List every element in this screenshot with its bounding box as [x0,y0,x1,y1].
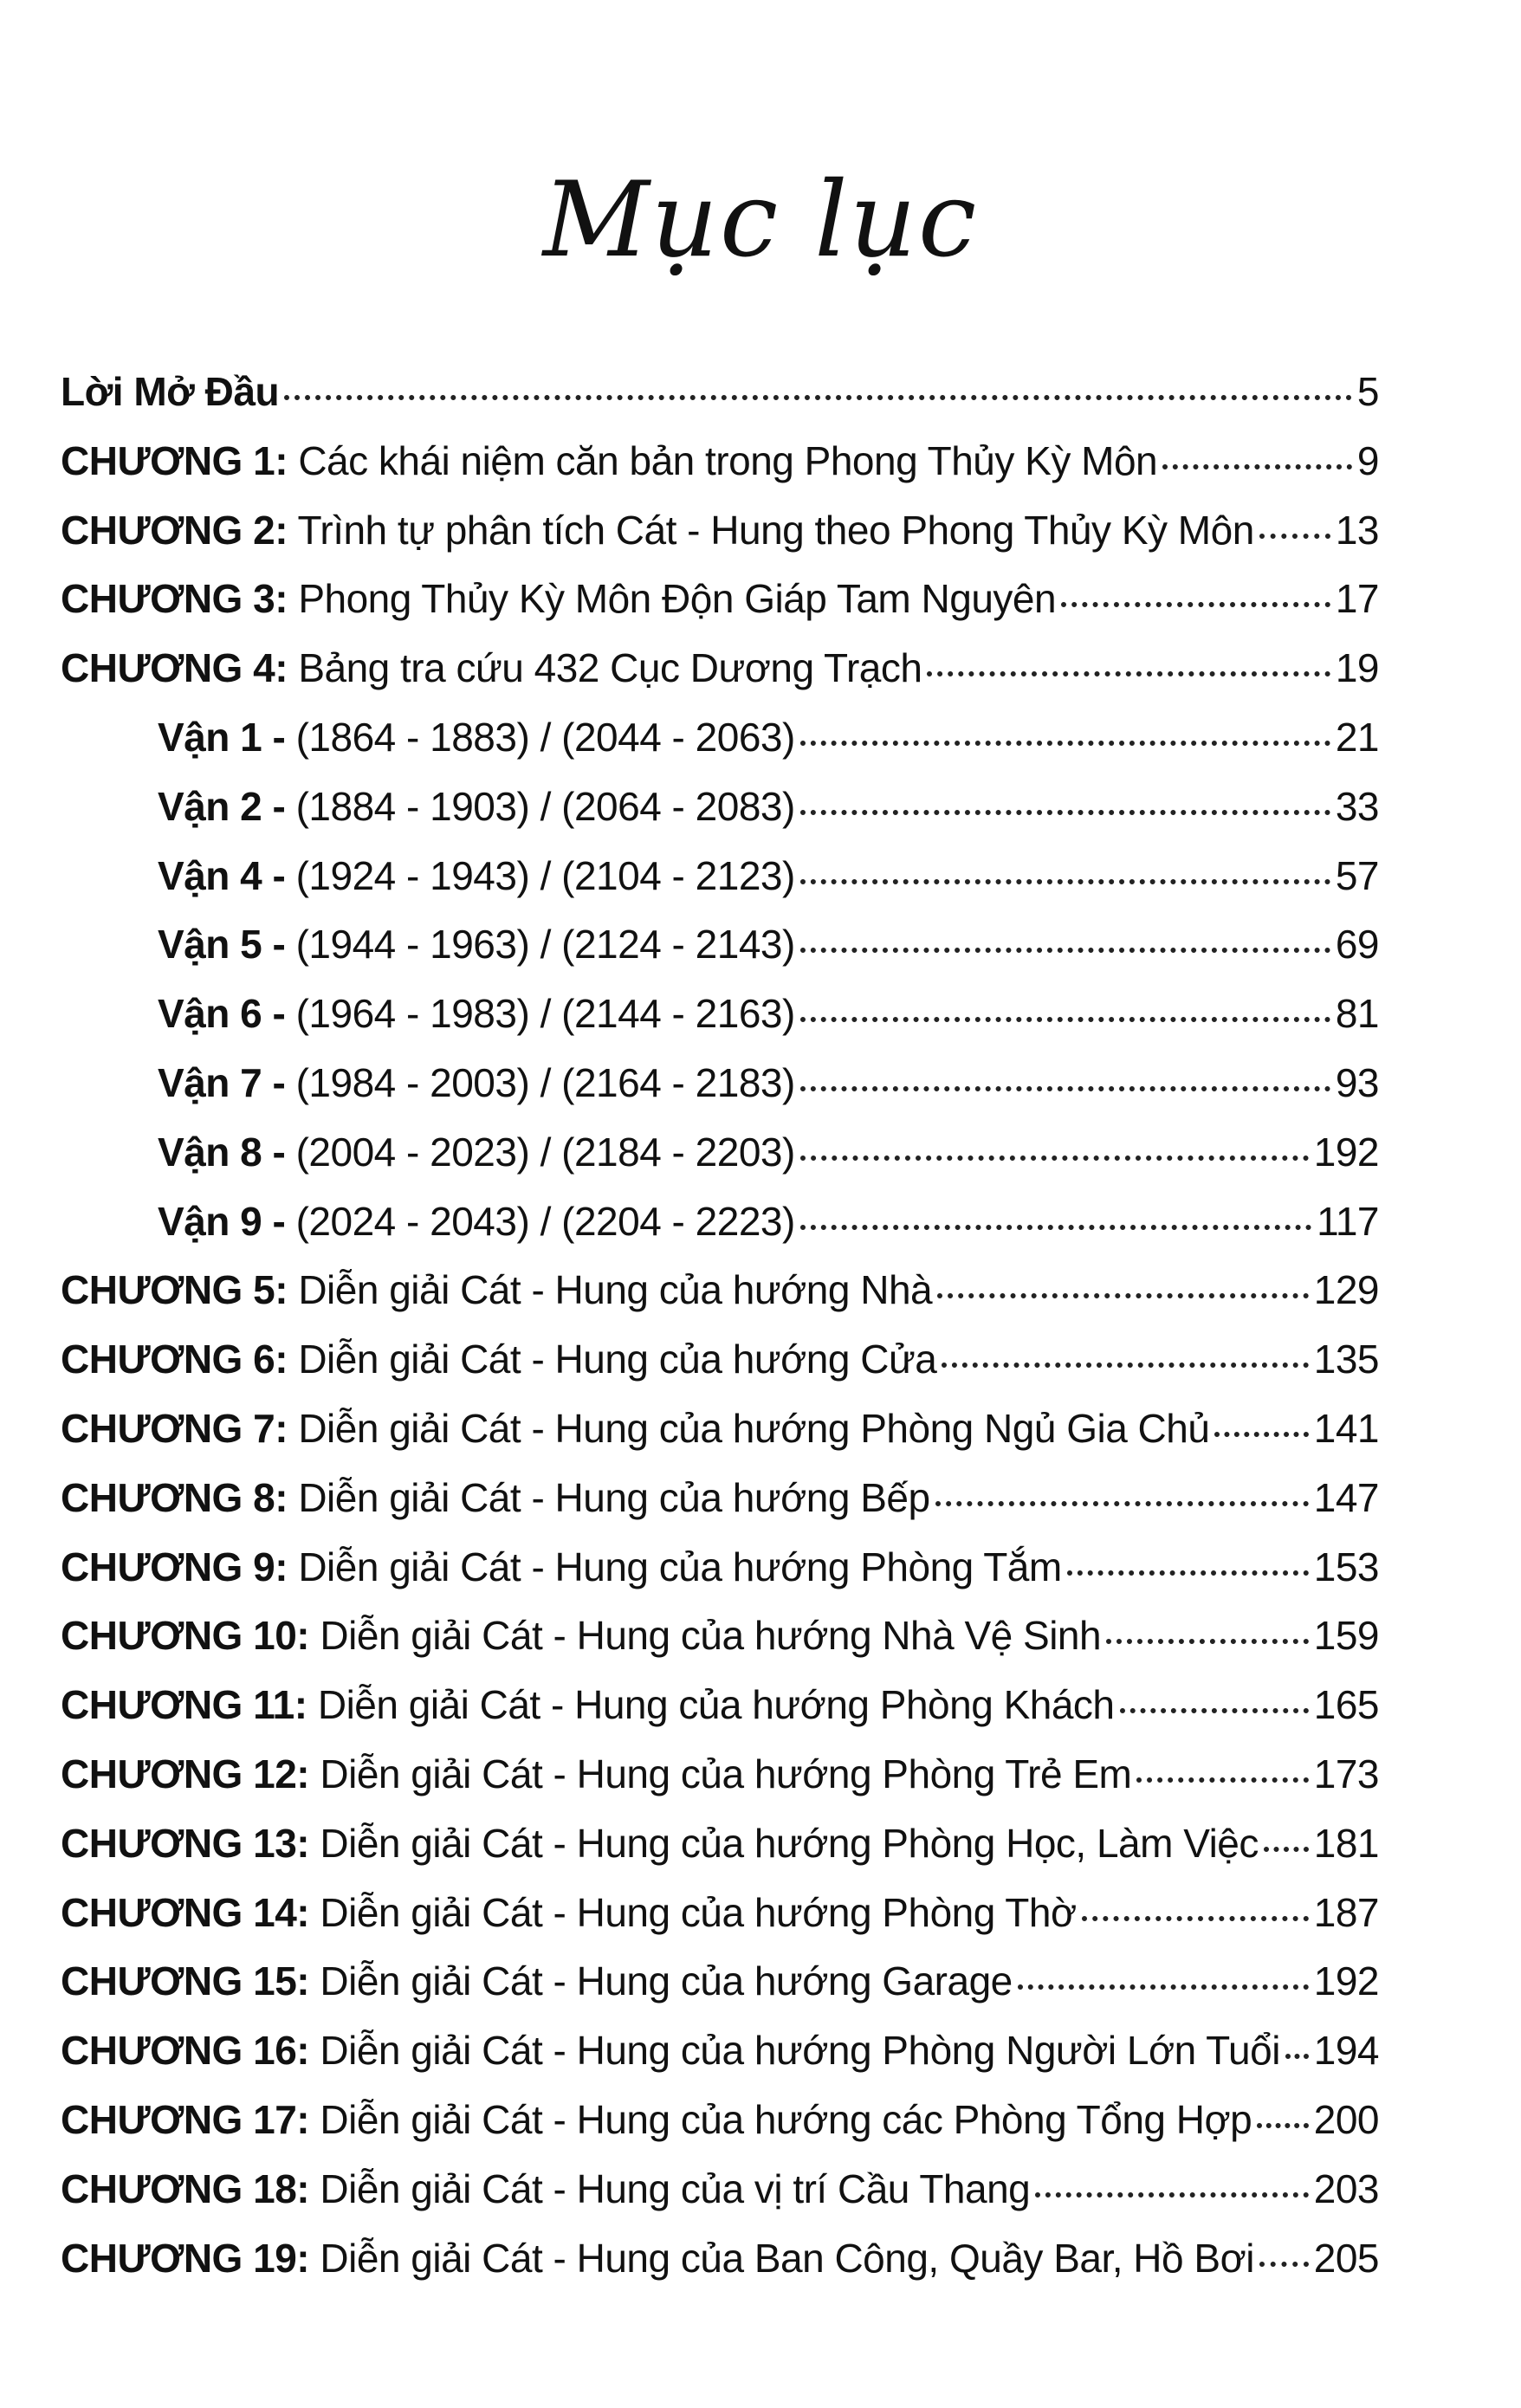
toc-entry[interactable] [61,2027,1379,2096]
dot-leader [1285,2054,1309,2059]
entry-text: Diễn giải Cát - Hung của hướng Nhà [298,1267,933,1313]
toc-entry[interactable] [61,1820,1379,1889]
toc-subentry[interactable] [61,1198,1379,1267]
toc-entry[interactable] [61,368,1379,437]
entry-prefix: Vận 8 - [158,1129,286,1175]
page-number: 117 [1317,1198,1379,1244]
toc-entry[interactable] [61,1751,1379,1820]
dot-leader [1035,2192,1309,2198]
page-number: 13 [1335,507,1379,553]
entry-label [61,1405,1209,1452]
entry-prefix: Vận 9 - [158,1198,286,1244]
entry-text: Diễn giải Cát - Hung của hướng Bếp [298,1474,930,1520]
page-number: 135 [1313,1337,1379,1382]
entry-label [158,1198,795,1245]
page-number: 192 [1313,1129,1379,1175]
dot-leader [800,1017,1330,1022]
page-number: 129 [1313,1267,1379,1313]
entry-text: Diễn giải Cát - Hung của hướng Phòng Tắm [298,1544,1062,1589]
toc-entry[interactable] [61,1405,1379,1474]
entry-label [61,1612,1101,1659]
entry-prefix: CHƯƠNG 10: [61,1613,310,1659]
dot-leader [942,1363,1308,1368]
table-of-contents [61,368,1379,2303]
toc-subentry[interactable] [61,783,1379,852]
entry-prefix: CHƯƠNG 12: [61,1751,310,1796]
entry-label [158,852,795,899]
page-number: 141 [1313,1405,1379,1451]
page-number: 81 [1335,991,1379,1037]
entry-text: Bảng tra cứu 432 Cục Dương Trạch [298,645,922,691]
toc-entry[interactable] [61,2165,1379,2235]
toc-subentry[interactable] [61,921,1379,990]
dot-leader [1018,1984,1309,1990]
dot-leader [800,948,1330,953]
entry-label [158,1059,795,1106]
page-number: 93 [1335,1059,1379,1105]
entry-label [61,507,1254,553]
entry-prefix: CHƯƠNG 11: [61,1682,307,1728]
page-number: 57 [1335,852,1379,898]
entry-prefix: CHƯƠNG 6: [61,1337,288,1382]
entry-prefix: CHƯƠNG 4: [61,645,288,691]
entry-text: Diễn giải Cát - Hung của hướng Phòng Học, Làm Việc [320,1820,1259,1866]
entry-label [61,644,922,691]
entry-label [61,1681,1115,1728]
entry-text: Diễn giải Cát - Hung của hướng Nhà Vệ Sinh [320,1613,1102,1659]
page-number: 19 [1335,645,1379,691]
toc-entry[interactable] [61,507,1379,576]
entry-text: Diễn giải Cát - Hung của hướng Phòng Người Lớn Tuổi [320,2028,1280,2074]
page-number: 5 [1356,369,1379,414]
entry-label [61,2096,1252,2143]
page-number: 17 [1335,576,1379,622]
entry-prefix: CHƯƠNG 7: [61,1405,288,1451]
dot-leader [1082,1916,1309,1921]
entry-text: Phong Thủy Kỳ Môn Độn Giáp Tam Nguyên [298,576,1057,622]
dot-leader [1106,1639,1309,1644]
toc-subentry[interactable] [61,714,1379,783]
toc-entry[interactable] [61,575,1379,644]
entry-prefix: CHƯƠNG 13: [61,1820,310,1866]
entry-prefix: Vận 6 - [158,991,286,1037]
entry-prefix: Vận 1 - [158,714,286,760]
entry-prefix: Vận 2 - [158,783,286,829]
entry-prefix: CHƯƠNG 5: [61,1267,288,1313]
dot-leader [800,810,1330,815]
page-number: 147 [1313,1474,1379,1520]
entry-label [61,575,1056,622]
dot-leader [800,879,1330,884]
toc-entry[interactable] [61,2096,1379,2165]
entry-label [61,1544,1062,1590]
entry-text: (1884 - 1903) / (2064 - 2083) [295,783,795,829]
entry-prefix: CHƯƠNG 2: [61,507,288,553]
page-number: 159 [1313,1613,1379,1659]
page-number: 21 [1335,714,1379,760]
dot-leader [1264,1847,1309,1852]
entry-prefix: CHƯƠNG 9: [61,1544,288,1589]
entry-label [61,2027,1280,2074]
page-number: 69 [1335,922,1379,968]
entry-label [61,2165,1030,2212]
entry-prefix: Lời Mở Đầu [61,369,280,414]
dot-leader [284,395,1352,400]
entry-prefix: CHƯƠNG 1: [61,437,288,483]
entry-text: (2004 - 2023) / (2184 - 2203) [295,1129,795,1175]
entry-prefix: Vận 7 - [158,1059,286,1105]
toc-subentry[interactable] [61,990,1379,1059]
entry-prefix: CHƯƠNG 3: [61,576,288,622]
entry-label [61,437,1157,484]
toc-subentry[interactable] [61,1129,1379,1198]
entry-prefix: CHƯƠNG 16: [61,2028,310,2074]
toc-entry[interactable] [61,1474,1379,1544]
toc-entry[interactable] [61,1681,1379,1751]
entry-prefix: CHƯƠNG 18: [61,2165,310,2211]
entry-prefix: Vận 5 - [158,922,286,968]
dot-leader [1257,2123,1309,2128]
toc-entry[interactable] [61,644,1379,714]
toc-entry[interactable] [61,1612,1379,1681]
dot-leader [800,741,1330,746]
page-title: Mục lục [542,160,979,281]
toc-subentry[interactable] [61,1059,1379,1129]
dot-leader [800,1225,1311,1230]
entry-prefix: CHƯƠNG 8: [61,1474,288,1520]
dot-leader [1067,1570,1309,1576]
entry-label [61,1336,936,1382]
entry-text: Diễn giải Cát - Hung của hướng Phòng Trẻ Em [320,1751,1132,1796]
entry-text: (1984 - 2003) / (2164 - 2183) [295,1059,795,1105]
toc-entry[interactable] [61,1266,1379,1336]
toc-entry[interactable] [61,1544,1379,1613]
entry-text: Diễn giải Cát - Hung của hướng các Phòng Tổng Hợp [320,2096,1252,2142]
entry-text: (2024 - 2043) / (2204 - 2223) [295,1198,795,1244]
entry-text: (1964 - 1983) / (2144 - 2163) [295,991,795,1037]
entry-label [158,714,795,761]
dot-leader [927,671,1330,676]
page-number: 173 [1313,1751,1379,1796]
dot-leader [935,1501,1309,1506]
dot-leader [1120,1708,1309,1713]
page-number: 187 [1313,1889,1379,1935]
entry-label [158,990,795,1037]
entry-label [61,2235,1254,2282]
page-number: 200 [1313,2096,1379,2142]
toc-entry[interactable] [61,2235,1379,2304]
dot-leader [1214,1432,1308,1437]
dot-leader [800,1086,1330,1091]
dot-leader [1162,464,1352,469]
page-number: 33 [1335,783,1379,829]
page-number: 194 [1313,2028,1379,2074]
entry-prefix: Vận 4 - [158,852,286,898]
entry-label [158,1129,795,1175]
entry-text: Diễn giải Cát - Hung của hướng Cửa [298,1337,937,1382]
entry-label [158,921,795,968]
dot-leader [1136,1777,1308,1783]
entry-label [61,1889,1077,1936]
dot-leader [1259,534,1330,539]
page-number: 9 [1356,437,1379,483]
entry-prefix: CHƯƠNG 19: [61,2235,310,2281]
entry-label [61,1474,930,1521]
page-number: 192 [1313,1958,1379,2004]
toc-entry[interactable] [61,437,1379,507]
dot-leader [800,1155,1309,1161]
page-number: 205 [1313,2235,1379,2281]
entry-label [61,1820,1259,1867]
entry-text: Diễn giải Cát - Hung của hướng Phòng Thờ [320,1889,1077,1935]
dot-leader [1061,602,1330,607]
entry-text: Diễn giải Cát - Hung của vị trí Cầu Thang [320,2165,1031,2211]
entry-prefix: CHƯƠNG 15: [61,1958,310,2004]
page-number: 153 [1313,1544,1379,1589]
page-number: 165 [1313,1682,1379,1728]
entry-label [61,1958,1013,2004]
page-number: 203 [1313,2165,1379,2211]
entry-text: Diễn giải Cát - Hung của hướng Phòng Ngủ Gia Chủ [298,1405,1210,1451]
entry-label [61,1751,1131,1797]
entry-text: (1944 - 1963) / (2124 - 2143) [295,922,795,968]
entry-text: Diễn giải Cát - Hung của Ban Công, Quầy Bar, Hồ Bơi [320,2235,1254,2281]
entry-text: (1924 - 1943) / (2104 - 2123) [295,852,795,898]
toc-entry[interactable] [61,1958,1379,2027]
entry-text: Diễn giải Cát - Hung của hướng Phòng Khách [317,1682,1115,1728]
entry-text: Diễn giải Cát - Hung của hướng Garage [320,1958,1013,2004]
entry-text: (1864 - 1883) / (2044 - 2063) [295,714,795,760]
dot-leader [1259,2262,1309,2267]
toc-entry[interactable] [61,1889,1379,1958]
entry-text: Các khái niệm căn bản trong Phong Thủy Kỳ Môn [298,437,1158,483]
dot-leader [937,1293,1309,1298]
entry-label [61,368,279,415]
toc-subentry[interactable] [61,852,1379,922]
entry-label [158,783,795,830]
page-number: 181 [1313,1820,1379,1866]
entry-prefix: CHƯƠNG 17: [61,2096,310,2142]
entry-prefix: CHƯƠNG 14: [61,1889,310,1935]
entry-text: Trình tự phân tích Cát - Hung theo Phong Thủy Kỳ Môn [297,507,1254,553]
toc-entry[interactable] [61,1336,1379,1405]
entry-label [61,1266,932,1313]
